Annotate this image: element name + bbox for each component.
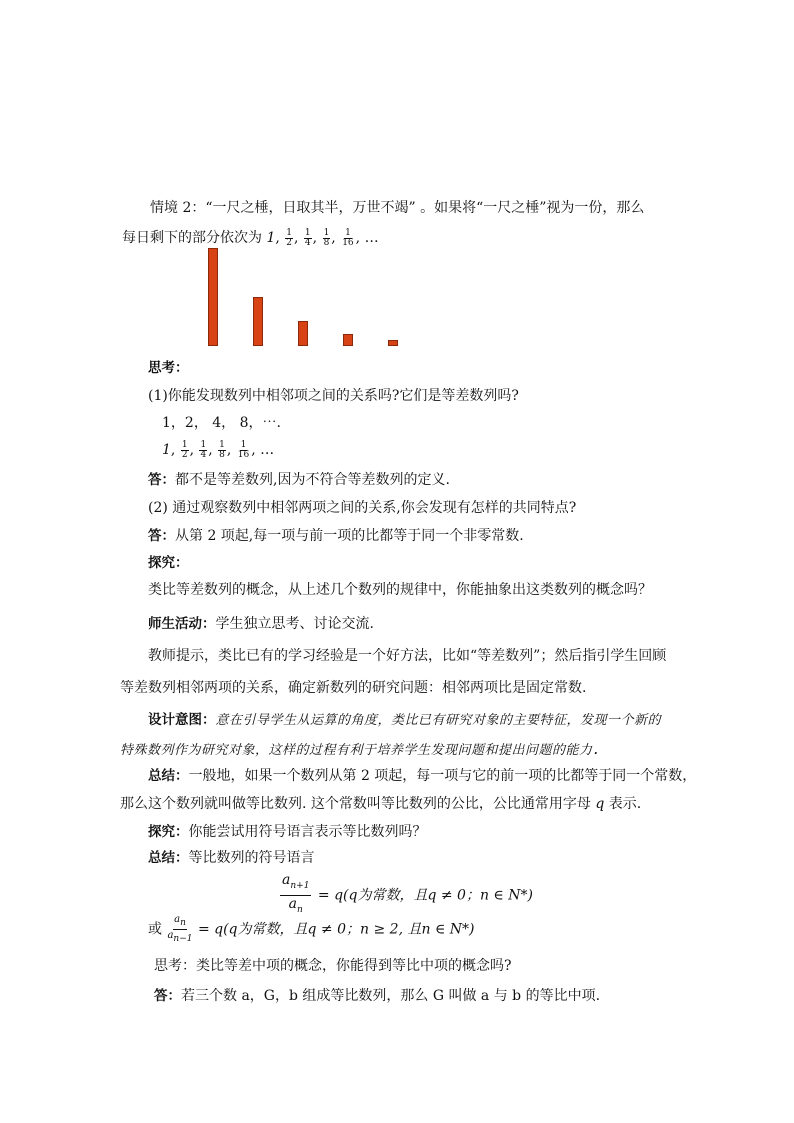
answer-text: 都不是等差数列,因为不符合等差数列的定义. [175,472,450,488]
design-intent-line-1 [148,710,661,731]
activity-text: 学生独立思考、讨论交流. [215,616,374,632]
bar-2 [253,297,263,346]
explore-text: 类比等差数列的概念，从上述几个数列的规律中，你能抽象出这类数列的概念吗？ [148,582,652,598]
think-2: 思考：类比等差中项的概念，你能得到等比中项的概念吗? [154,958,512,974]
sequence-first: 1 [266,230,276,246]
answer-2 [148,526,524,546]
formula-1-condition: = q(q为常数，且q ≠ 0；n ∈ N*) [317,887,533,904]
explore-heading: 探究： [148,555,189,571]
think-heading: 思考： [148,360,189,376]
answer-text: 从第 2 项起,每一项与前一项的比都等于同一个非零常数. [175,528,524,544]
explore-text: 你能尝试用符号语言表示等比数列吗？ [188,824,427,840]
answer-label: 答： [148,528,175,544]
fraction-1-2: $\frac{1}{2}$ [181,439,188,460]
ratio-symbol-q: q [595,796,605,812]
sequence-first: 1 [162,442,171,458]
situation-line-1 [150,198,644,218]
ellipsis: … [260,442,275,458]
bar-4 [343,334,353,346]
answer-final [154,986,600,1006]
summary-line-1 [148,766,696,786]
activity [148,614,374,634]
summary-text: 一般地，如果一个数列从第 2 项起，每一项与它的前一项的比都等于同一个常数， [188,768,697,784]
situation-text: 情境 2：“一尺之棰，日取其半，万世不竭” 。如果将“一尺之棰”视为一份，那么 [150,200,645,216]
formula-2 [148,914,474,945]
halving-bar-chart [200,248,410,346]
fraction-1-16: $\frac{1}{16}$ [342,227,354,248]
fraction-1-8: $\frac{1}{8}$ [323,227,330,248]
answer-text: 若三个数 a，G，b 组成等比数列，那么 G 叫做 a 与 b 的等比中项. [181,988,601,1004]
teacher-tip-line-1: 教师提示，类比已有的学习经验是一个好方法，比如“等差数列”；然后指引学生回顾 [148,648,667,664]
fraction-1-4: $\frac{1}{4}$ [200,439,207,460]
ratio-fraction-2: $\frac{a_n}{a_{n-1}}$ [167,914,193,944]
situation-sequence-label: 每日剩下的部分依次为 [122,230,262,246]
answer-1 [148,470,450,490]
situation-line-2: 每日剩下的部分依次为 1, $\frac{1}{2}$ , $\frac{1}{4}$ , $\frac{1}{8}$ , $\frac{1}{16}$ , … [122,227,379,248]
ellipsis: … [364,230,379,246]
think-question-1: (1)你能发现数列中相邻项之间的关系吗?它们是等差数列吗? [148,388,519,404]
answer-label: 答： [154,988,181,1004]
activity-label: 师生活动： [148,616,216,632]
teacher-tip-line-2: 等差数列相邻两项的关系，确定新数列的研究问题：相邻两项比是固定常数. [120,680,587,696]
summary-text: 等比数列的符号语言 [188,850,315,866]
explore-label: 探究： [148,824,189,840]
design-intent-line-2 [120,740,601,761]
summary-line-2: 那么这个数列就叫做等比数列. 这个常数叫等比数列的公比，公比通常用字母 q 表示. [120,796,642,812]
explore-2 [148,822,427,842]
fraction-1-4: $\frac{1}{4}$ [304,227,311,248]
sequence-integers: 1，2， 4， 8，⋯. [162,415,281,431]
formula-2-condition: = q(q为常数，且q ≠ 0；n ≥ 2, 且n ∈ N*) [197,921,475,938]
summary-label: 总结： [148,768,189,784]
bar-5 [388,340,398,346]
answer-label: 答： [148,472,175,488]
bar-3 [298,321,308,346]
design-text: 意在引导学生从运算的角度，类比已有研究对象的主要特征，发现一个新的 [215,713,662,728]
summary-2 [148,848,315,868]
bar-1 [208,248,218,346]
formula-2-prefix: 或 [148,921,162,938]
design-label: 设计意图： [148,712,216,728]
fraction-1-16: $\frac{1}{16}$ [237,439,250,460]
fraction-1-8: $\frac{1}{8}$ [219,439,225,460]
sequence-fractions: 1, $\frac{1}{2}$ , $\frac{1}{4}$ , $\frac{1}{8}$ , $\frac{1}{16}$ , … [162,439,275,460]
fraction-1-2: $\frac{1}{2}$ [286,227,293,248]
summary-label: 总结： [148,850,189,866]
formula-1 [278,872,533,919]
think-question-2: (2) 通过观察数列中相邻两项之间的关系,你会发现有怎样的共同特点? [148,500,577,516]
ratio-fraction: $\frac{a_{n+1}}{a_n}$ [282,872,310,915]
design-text: 特殊数列作为研究对象，这样的过程有利于培养学生发现问题和提出问题的能力. [120,743,601,758]
